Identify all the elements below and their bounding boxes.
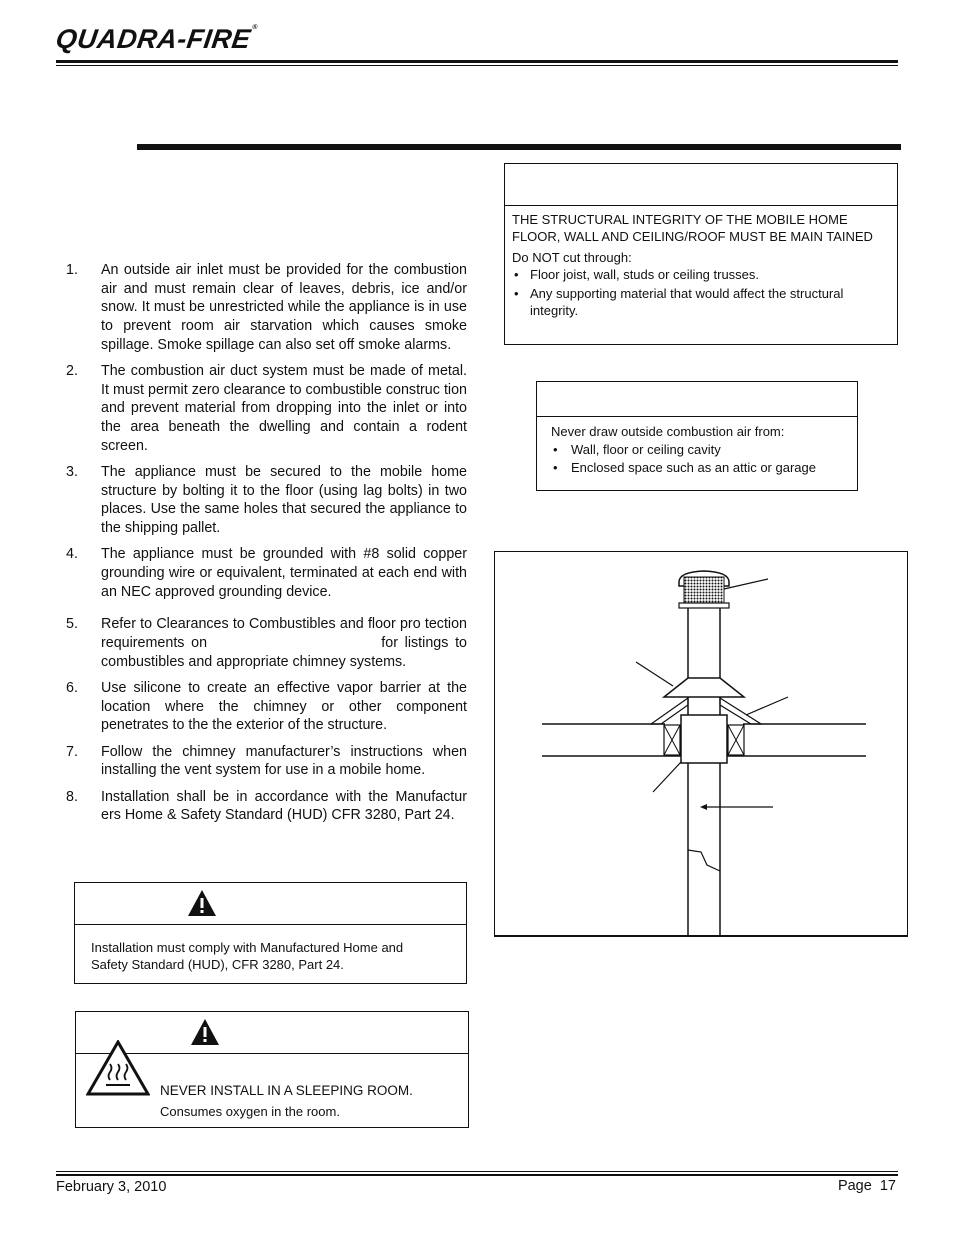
combustion-air-box	[536, 381, 858, 491]
air-bullet: • Enclosed space such as an attic or garage	[553, 460, 816, 475]
hot-surface-icon	[86, 1040, 150, 1096]
warning-triangle-icon	[187, 889, 217, 917]
list-item: 5. Refer to Clearances to Combustibles and floor pro tection requirements on for listings to combustibles and appropriate chimney systems.	[66, 616, 471, 670]
structural-box-heading	[505, 164, 897, 206]
list-item: 1. An outside air inlet must be provided for the combustion air and must remain clear of leaves, debris, ice and/or snow. It must be unrestricted while the appliance is in use to prevent room air starvation which causes smoke spillage. Smoke spillage can also set off smoke alarms.	[66, 262, 467, 353]
list-item: 8. Installation shall be in accordance with the Manufactur ers Home & Safety Standard (HUD) CFR 3280, Part 24.	[66, 788, 467, 824]
structural-caps-text: THE STRUCTURAL INTEGRITY OF THE MOBILE HOME FLOOR, WALL AND CEILING/ROOF MUST BE MAIN TAINED	[512, 212, 873, 244]
structural-intro: Do NOT cut through:	[512, 250, 632, 265]
warning-sleeping-line1: NEVER INSTALL IN A SLEEPING ROOM.	[160, 1083, 413, 1098]
warning-box-heading	[75, 883, 466, 925]
warning-box-hud	[74, 882, 467, 984]
warning-sleeping-line2: Consumes oxygen in the room.	[160, 1104, 340, 1119]
requirements-list	[66, 261, 471, 832]
list-item: 6. Use silicone to create an effective vapor barrier at the location where the chimney or other component penetrates to the the exterior of the structure.	[66, 680, 467, 734]
list-item: 2. The combustion air duct system must be made of metal. It must permit zero clearance to combustible construc tion and prevent material from dropping into the inlet or into the area beneath the dwelling and contain a rodent screen.	[66, 363, 467, 454]
air-bullet: • Wall, floor or ceiling cavity	[553, 442, 721, 457]
list-item: 4. The appliance must be grounded with #8 solid copper grounding wire or equivalent, terminated at each end with an NEC approved grounding device.	[66, 546, 467, 600]
structural-bullet: • Floor joist, wall, studs or ceiling trusses.	[514, 267, 760, 282]
chimney-drawing	[495, 552, 906, 935]
section-rule	[137, 144, 901, 150]
warning-hud-text: Installation must comply with Manufactured Home and Safety Standard (HUD), CFR 3280, Part 24.	[91, 940, 404, 972]
structural-integrity-box	[504, 163, 898, 345]
header-rule-thin	[56, 65, 898, 66]
footer-rule-thick	[56, 1174, 898, 1176]
warning-box-sleeping-room	[75, 1011, 469, 1128]
list-item: 7. Follow the chimney manufacturer’s instructions when installing the vent system for use in a mobile home.	[66, 743, 467, 779]
warning-triangle-icon	[190, 1018, 220, 1046]
header-rule	[56, 60, 898, 63]
page-number: Page 17	[837, 1178, 896, 1194]
list-item: 3. The appliance must be secured to the mobile home structure by bolting it to the floor (using lag bolts) in two places. Use the same holes that secured the appliance to the shipping pallet.	[66, 464, 467, 537]
chimney-diagram	[494, 551, 908, 937]
footer-date: February 3, 2010	[56, 1179, 167, 1195]
air-box-heading	[537, 382, 857, 417]
air-intro: Never draw outside combustion air from:	[551, 424, 785, 439]
structural-bullet: • Any supporting material that would affect the structural integrity.	[514, 286, 844, 318]
brand-logo: QUADRA-FIRE®	[53, 24, 259, 54]
footer-rule	[56, 1171, 898, 1172]
